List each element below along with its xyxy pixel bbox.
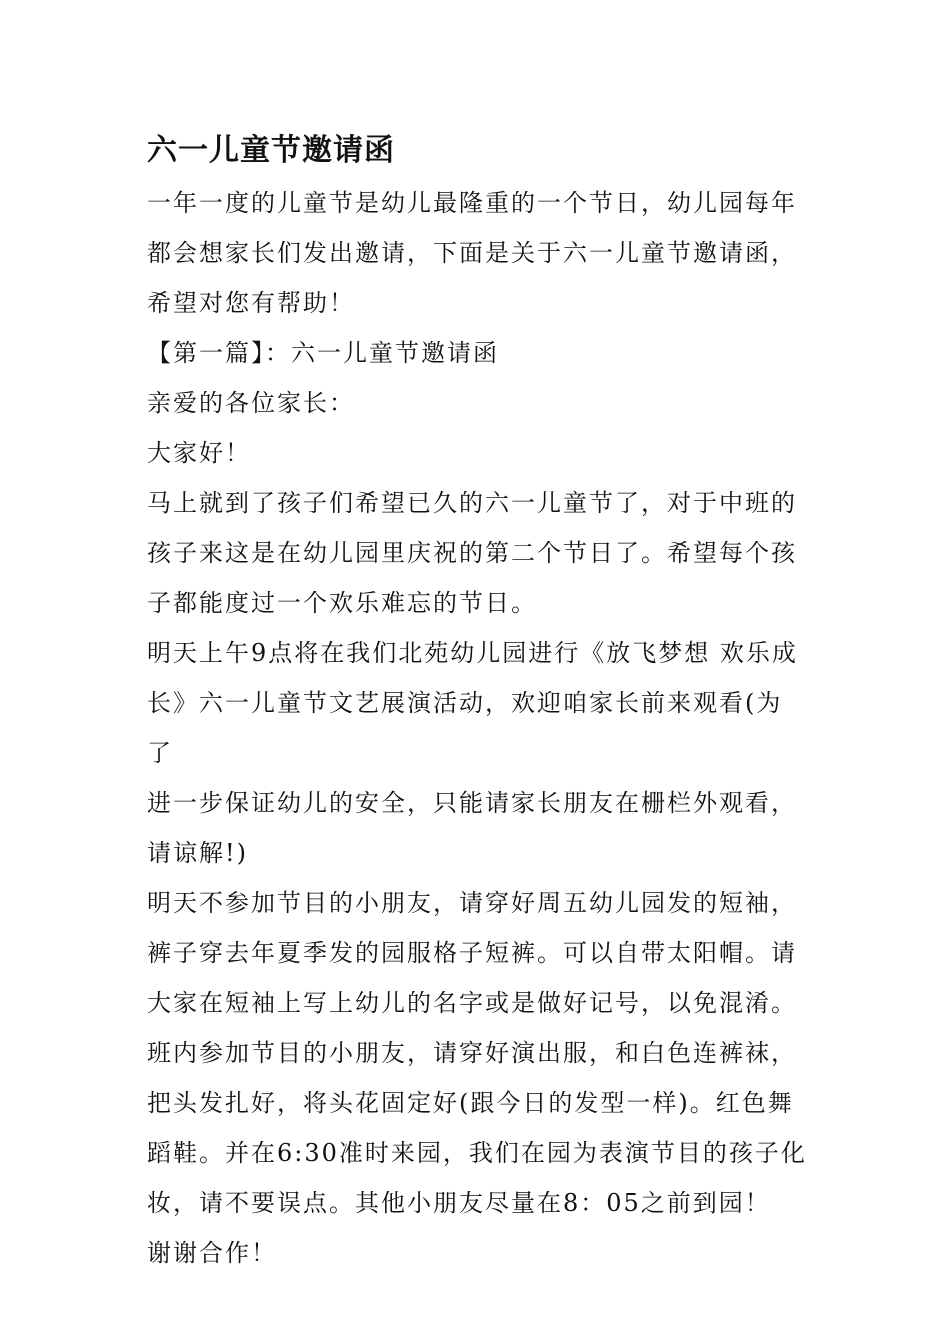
paragraph-line: 明天不参加节目的小朋友，请穿好周五幼儿园发的短袖， [147, 889, 797, 917]
section-heading: 【第一篇】：六一儿童节邀请函 [147, 339, 499, 367]
paragraph-line: 裤子穿去年夏季发的园服格子短裤。可以自带太阳帽。请 [147, 939, 797, 967]
paragraph-3 [147, 878, 807, 1028]
greeting: 大家好！ [147, 439, 251, 467]
paragraph-line: 子都能度过一个欢乐难忘的节日。 [147, 589, 537, 617]
document-body [147, 128, 807, 1278]
intro-line: 希望对您有帮助！ [147, 289, 355, 317]
paragraph-4 [147, 1028, 807, 1228]
paragraph-line: 蹈鞋。并在6:30准时来园，我们在园为表演节目的孩子化 [147, 1139, 807, 1167]
salutation: 亲爱的各位家长： [147, 389, 355, 417]
paragraph-line: 把头发扎好，将头花固定好(跟今日的发型一样)。红色舞 [147, 1089, 794, 1117]
paragraph-2 [147, 628, 807, 878]
closing: 谢谢合作！ [147, 1239, 277, 1267]
intro-line: 都会想家长们发出邀请，下面是关于六一儿童节邀请函， [147, 239, 797, 267]
paragraph-line: 明天上午9点将在我们北苑幼儿园进行《放飞梦想 欢乐成 [147, 639, 798, 667]
paragraph-line: 班内参加节目的小朋友，请穿好演出服，和白色连裤袜， [147, 1039, 797, 1067]
paragraph-line: 马上就到了孩子们希望已久的六一儿童节了，对于中班的 [147, 489, 797, 517]
paragraph-line: 妆，请不要误点。其他小朋友尽量在8：05之前到园！ [147, 1189, 771, 1217]
document-title: 六一儿童节邀请函 [147, 133, 395, 168]
paragraph-line: 请谅解!) [147, 839, 249, 867]
paragraph-1 [147, 478, 807, 628]
paragraph-line: 大家在短袖上写上幼儿的名字或是做好记号，以免混淆。 [147, 989, 797, 1017]
intro-paragraph [147, 178, 807, 328]
paragraph-line: 孩子来这是在幼儿园里庆祝的第二个节日了。希望每个孩 [147, 539, 797, 567]
paragraph-line: 长》六一儿童节文艺展演活动，欢迎咱家长前来观看(为了 [147, 689, 783, 767]
intro-line: 一年一度的儿童节是幼儿最隆重的一个节日，幼儿园每年 [147, 189, 797, 217]
paragraph-line: 进一步保证幼儿的安全，只能请家长朋友在栅栏外观看， [147, 789, 797, 817]
